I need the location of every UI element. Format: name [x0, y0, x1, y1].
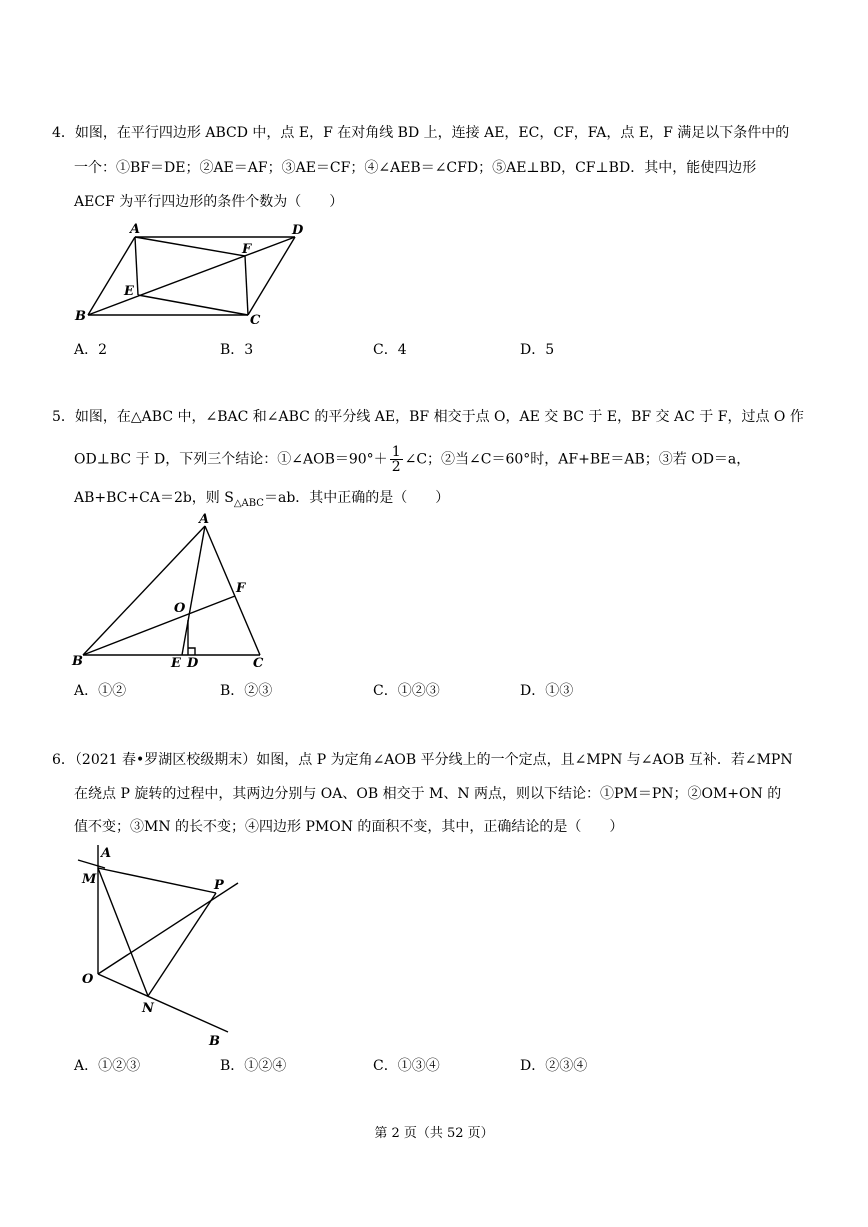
q4-option-d[interactable]: D．5	[520, 342, 555, 358]
q5-line2-part2: ∠C；②当∠C＝60°时，AF+BE＝AB；③若 OD＝a，	[404, 451, 751, 468]
q6-option-a[interactable]: A．①②③	[74, 1058, 141, 1074]
q4-figure	[70, 220, 320, 330]
page-footer: 第 2 页（共 52 页）	[374, 1126, 494, 1141]
q5-figure	[70, 510, 280, 670]
q4-option-a[interactable]: A．2	[74, 342, 108, 358]
q4-label-A: A	[130, 222, 141, 237]
q5-frac-denominator: 2	[391, 459, 401, 475]
q6-label-N: N	[142, 1001, 154, 1016]
q5-option-b[interactable]: B．②③	[220, 683, 273, 699]
q5-label-A: A	[199, 512, 210, 527]
q4-line2: 一个：①BF＝DE；②AE＝AF；③AE＝CF；④∠AEB＝∠CFD；⑤AE⊥BD，CF⊥BD．其中，能使四边形	[74, 160, 757, 176]
q5-label-C: C	[253, 656, 264, 670]
q5-label-E: E	[171, 656, 181, 670]
q5-line3-part1: AB+BC+CA＝2b，则 S	[74, 490, 234, 506]
q5-label-O: O	[174, 601, 186, 616]
q6-label-B: B	[209, 1034, 220, 1049]
q5-line1: 5．如图，在△ABC 中，∠BAC 和∠ABC 的平分线 AE，BF 相交于点 O，AE 交 BC 于 E，BF 交 AC 于 F，过点 O 作	[52, 409, 804, 425]
q5-option-a[interactable]: A．①②	[74, 683, 127, 699]
q6-label-O: O	[82, 972, 94, 987]
q6-option-b[interactable]: B．①②④	[220, 1058, 287, 1074]
q4-label-D: D	[292, 223, 304, 238]
q6-option-d[interactable]: D．②③④	[520, 1058, 588, 1074]
q5-label-D: D	[187, 656, 199, 670]
q4-line3: AECF 为平行四边形的条件个数为（ ）	[74, 194, 344, 210]
q6-line3: 值不变；③MN 的长不变；④四边形 PMON 的面积不变，其中，正确结论的是（ ）	[74, 819, 624, 835]
q4-label-B: B	[75, 309, 86, 324]
q4-line1: 4．如图，在平行四边形 ABCD 中，点 E，F 在对角线 BD 上，连接 AE，EC，CF，FA，点 E，F 满足以下条件中的	[52, 125, 790, 141]
q5-line2	[74, 445, 750, 474]
q5-option-c[interactable]: C．①②③	[373, 683, 440, 699]
q4-label-F: F	[242, 242, 252, 257]
q6-figure	[70, 840, 250, 1050]
q6-option-c[interactable]: C．①③④	[373, 1058, 440, 1074]
q4-label-E: E	[124, 284, 134, 299]
q5-fraction	[390, 445, 403, 474]
q5-line3-subscript: △ABC	[233, 497, 264, 509]
q5-line3-part2: ＝ab．其中正确的是（ ）	[263, 490, 450, 506]
q5-line2-part1: OD⊥BC 于 D，下列三个结论：①∠AOB＝90°＋	[74, 451, 388, 468]
q4-option-b[interactable]: B．3	[220, 342, 254, 358]
q6-label-P: P	[214, 878, 224, 893]
q5-option-d[interactable]: D．①③	[520, 683, 574, 699]
q5-frac-numerator: 1	[391, 444, 401, 460]
q4-option-c[interactable]: C．4	[373, 342, 407, 358]
q6-label-M: M	[82, 872, 97, 887]
q5-label-B: B	[72, 654, 83, 669]
q6-line2: 在绕点 P 旋转的过程中，其两边分别与 OA、OB 相交于 M、N 两点，则以下结论：①PM＝PN；②OM+ON 的	[74, 786, 782, 802]
q6-label-A: A	[101, 846, 112, 861]
q6-line1: 6．（2021 春•罗湖区校级期末）如图，点 P 为定角∠AOB 平分线上的一个定点，且∠MPN 与∠AOB 互补．若∠MPN	[52, 752, 793, 768]
q4-label-C: C	[250, 313, 261, 328]
q5-label-F: F	[236, 581, 246, 596]
